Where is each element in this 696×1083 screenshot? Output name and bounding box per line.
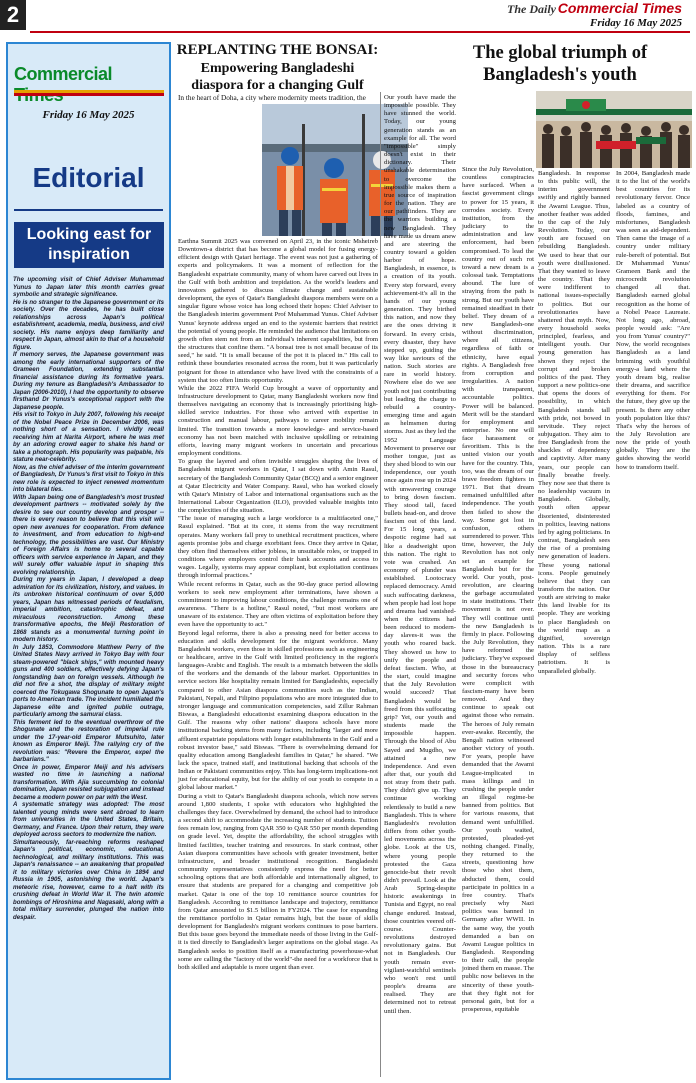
paragraph: During my years in Japan, I developed a deep admiration for its civilization, history, and values. In its unbroken historical continuum of over 5,000 years, Japan has witnessed periods of feudalism, imperial ambition, catastrophic defeat, and miraculous reconstruction. Among these transformative epochs, the Meiji Restoration of 1868 stands as a monumental turning point in modern history. xyxy=(13,576,164,643)
editorial-label: Editorial xyxy=(32,162,145,193)
paragraph: In 2004, Bangladesh made it to the list of the world's best countries for its revolutionary fervor. Once labeled as a country of floods, famines, and misfortunes, Bangladesh was seen as aid-dependent. Then came the image of a country under military rule-bereft of potential. But Dr Muhammad Yunus' Grameen Bank and the microcredit revolution changed all that. Bangladesh earned global recognition as the home of a Nobel Peace Laureate. Not long ago, abroad, people would ask: "Are you from Yunus' country?" Now, the world recognises Bangladesh as a land brimming with youthful energy-a land where the youth dream big, realise their dreams, and sacrifice everything for them. For the future, they give up the present. Is there any other youth population like this? That's why the heroes of the July Revolution are now the pride of youth globally. They are the guides showing the world how to transform itself. xyxy=(616,170,690,471)
column-divider xyxy=(380,92,381,1077)
feature-column-4 xyxy=(616,170,690,472)
paragraph: "The issue of managing such a large workforce is a multifaceted one," Rasul explained. "But at its core, it stems from the way recruitment operates. Many workers fall prey to unethical recruitment practices, where agents promise jobs and charge exorbitant fees. Once they arrive in Qatar, they often find themselves either jobless, in unsuitable roles, or trapped in conditions where employers control their bank accounts and access to wages. Legally, systems may appear compliant, but exploitation continues through informal practices." xyxy=(178,515,378,580)
paragraph: Simultaneously, far-reaching reforms reshaped Japan's political, economic, educational, technological, and military institutions. This was Japan's renaissance -- an awakening that propelled it to military victories over China in 1894 and Russia in 1905, astonishing the world. Japan's meteoric rise, however, came to a halt with its crushing defeat in World War II. The twin atomic bombings of Hiroshima and Nagasaki, along with a total military surrender, plunged the nation into despair. xyxy=(13,838,164,921)
header-date: Friday 16 May 2025 xyxy=(590,17,682,29)
feature-column-1 xyxy=(384,94,456,1016)
paragraph: This ferment led to the eventual overthrow of the Shogunate and the restoration of imperial rule under the 17-year-old Emperor Mutsuhito, later known as Emperor Meiji. The rallying cry of the revolution was: "Revere the Emperor, expel the barbarians." xyxy=(13,718,164,763)
paragraph: While recent reforms in Qatar, such as the 90-day grace period allowing workers to seek new employment after terminations, have shown a commitment to improving labour conditions, the challenge remains one of awareness. "There is a hotline," Rasul noted, "but most workers are unaware of its existence. They are often victims of exploitation before they even have the opportunity to act." xyxy=(178,580,378,629)
article-headline-kicker: REPLANTING THE BONSAI: xyxy=(176,42,379,58)
paragraph: To grasp the layered and often invisible struggles shaping the lives of Bangladeshi migrant workers in Qatar, I sat down with Amin Rasul, secretary of the Bangladesh Community Qatar (BCQ) and a senior engineer at Qatar Electricity and Water Company. Rasul, who has worked closely with Qatar's Ministry of Labor and international organisations such as the International Labour Organization (ILO), provided valuable insights into the complexities of the situation. xyxy=(178,458,378,515)
paragraph: If memory serves, the Japanese government was among the early international supporters of the Grameen Foundation, extending substantial financial assistance during its formative years. During my tenure as Bangladesh's Ambassador to Japan (2006-2010), I had the opportunity to observe firsthand Dr Yunus's exceptional rapport with the Japanese people. xyxy=(13,351,164,411)
header-paper-name: The Daily xyxy=(507,2,556,16)
article-headline: Empowering Bangladeshi diaspora for a changing Gulf xyxy=(191,61,364,93)
editorial-headline: Looking east for inspiration xyxy=(14,222,164,268)
article-body xyxy=(178,238,378,972)
feature-column-2 xyxy=(462,166,534,1014)
feature-column-3 xyxy=(538,170,610,676)
students-rally-photo xyxy=(536,91,692,168)
editorial-panel xyxy=(6,42,171,1080)
editorial-rule xyxy=(14,209,163,211)
paragraph: With Japan being one of Bangladesh's most trusted development partners -- motivated solely by the desire to see our country develop and prosper -- there is every reason to believe that this visit will open new avenues for cooperation. From defence to investment, and from education to high-end technology, the possibilities are vast. Our Ministry of Foreign Affairs is home to several capable officers with service experience in Japan, and they will surely offer valuable input in shaping this evolving relationship. xyxy=(13,493,164,576)
paragraph: Beyond legal reforms, there is also a pressing need for better access to education and skills development for the migrant workforce. Many Bangladeshi workers, even those in skilled professions such as engineering or healthcare, arrive in the Gulf with limited proficiency in the region's languages-Arabic and English. The result is a mismatch between the skills of the workers and the demands of the labour market. Opportunities in service sectors like hospitality remain limited for Bangladeshis, especially compared to other Asian diaspora communities such as the Indian, Pakistani, Nepali, and Filipino populations who are more integrated due to stronger language and communication competencies, said Zillur Rahman Biswas, a Bangladeshi educationist examining diaspora education in the Gulf. The reasons why other nations' diaspora schools have more institutional backing stems from many factors, including "larger and more affluent expatriate populations with longer establishments in the Gulf and a robust investor base," said Biswas. "There is overwhelming demand for quality education among Bangladeshi families in Qatar," he shared. "We lack the space, trained staff, and institutional backing that schools of the Indian or Pakistani communities enjoy. This has long-term implications-not just for educational equity, but for the ability of our youth to compete in a global labour market." xyxy=(178,629,378,792)
paragraph: While the 2022 FIFA World Cup brought a wave of opportunity and infrastructure development to Qatar, many Bangladeshi workers now find themselves navigating an economy that is increasingly prioritising high-skilled service industries. For those who arrived with expertise in construction and manual labour, pathways to career mobility remain limited. The transition towards a more knowledge- and service-based economy has not been matched with inclusive upskilling or retraining efforts, leaving many migrant workers in uncertain and precarious employment conditions. xyxy=(178,384,378,458)
paragraph: His visit to Tokyo in July 2007, following his receipt of the Nobel Peace Prize in December 2006, was nothing short of a sensation. I vividly recall receiving him at Narita Airport, where he was met by an adoring crowd eager to shake his hand or take a photograph. His popularity was palpable, his stature near-celebrity. xyxy=(13,411,164,463)
editorial-body xyxy=(13,276,164,921)
header-paper-title: Commercial Times xyxy=(557,0,682,16)
article-lead: In the heart of Doha, a city where modernity meets tradition, the xyxy=(178,93,366,102)
paragraph: Our youth have made the impossible possible. They have stunned the world. Today, our young generation stands as an example for all. The word "impossible" simply doesn't exist in their dictionary. Their unshakable determination to overcome the impossible makes them a true source of inspiration for the nation. They are our pathfinders. They are the warriors building a new Bangladesh. They have made us dream anew and are steering the country toward a golden harbor of hope. Bangladesh, in essence, is a creation of its youth. Every step forward, every achievement-it's all in the hands of our young generation. They birthed this nation, and now they are the ones driving it forward. In every crisis, every disaster, they have stepped up, guiding the way like saviours of the nation. Such stories are rare in world history. Nowhere else do we see youth not just contributing but leading the charge to rebuild a country-emerging time and again as helmsmen during storms. Just as they led the 1952 Language Movement to preserve our mother tongue, just as they shed blood to win our independence, our youth once again rose up in 2024 with unwavering courage to bring down fascism. They stood tall, faced bullets head-on, and drove fascism out of this land. For 15 long years, a despotic regime had sat like a deadweight upon this nation. The right to vote was crushed. An economy of plunder was established. Lootocracy replaced democracy. Amid such suffocating darkness, when people had lost hope and dreams had vanished-when the citizens had been reduced to modern-day slaves-it was the youth who roared back. They showed us how to unify the people and defeat fascism. Who, at the start, could imagine that the July Revolution would succeed? That Bangladesh would be freed from this suffocating grip? Yet, our youth and students made the impossible happen. Through the blood of Abu Sayed and Mugdho, we attained a new independence. And even after that, our youth did not stray from their path. They didn't give up. They continue working relentlessly to build a new Bangladesh. This is where Bangladesh's revolution differs from other youth-led movements across the globe. Look at the US, where young people protested the Gaza genocide-but their revolt didn't prevail. Look at the Arab Spring-despite historic awakenings in Tunisia and Egypt, no real change endured. Instead, those countries veered off-course. Counter-revolutions destroyed revolutionary gains. But not in Bangladesh. Our youth remain ever-vigilant-watchful sentinels who won't rest until people's dreams are realised. They are determined not to retreat until then. xyxy=(384,94,456,1015)
editorial-masthead: Commercial xyxy=(14,64,113,84)
editorial-date: Friday 16 May 2025 xyxy=(42,109,135,121)
paragraph: The upcoming visit of Chief Adviser Muhammad Yunus to Japan later this month carries great symbolic and strategic significance. xyxy=(13,276,164,298)
feature-headline: The global triumph of Bangladesh's youth xyxy=(472,43,648,85)
page-number: 2 xyxy=(0,0,26,30)
paragraph: Since the July Revolution, countless conspiracies have surfaced. When a fascist government clings to power for 15 years, it corrodes society. Every institution, from the judiciary to the administration and law enforcement, had been compromised. To lead the country out of such rot toward a new dream is a colossal task. Temptations abound. The lure of straying from the path is strong. But our youth have remained steadfast in their belief. They dream of a new Bangladesh-one without discrimination, where all citizens, regardless of faith or ethnicity, have equal rights. A Bangladesh free from corruption and irregularities. A nation with transparent, accountable politics. Power will be balanced. Merit will be the standard for employment and enterprise. No one will face harassment or favoritism. This is the united vision our youth have for the country. This, too, was the dream of our brave freedom fighters in 1971. But that dream remained unfulfilled after independence. The youth then failed to show the way. Some got lost in confusion, others surrendered to power. This time, however, the July Revolution has not only set an example for Bangladesh but for the world. Our youth, post-revolution, are clearing the garbage accumulated in state institutions. Their movement is not over. They will continue until the new Bangladesh is firmly in place. Following the July Revolution, they have reformed the judiciary. They've exposed those in the bureaucracy and security forces who were complicit with fascism-many have been removed. And they continue to speak out against those who remain. The heroes of July remain ever-awake. Recently, the Bengali nation witnessed another victory of youth. For years, people have demanded that the Awami League-implicated in mass killings and in crushing the people under an illegal regime-be banned from politics. But for various reasons, that demand went unfulfilled. Our youth waited, protested, pleaded-yet nothing changed. Finally, they returned to the streets, questioning how those who shot them, abducted them, could participate in politics in a free country. That's precisely why Nazi politics was banned in Germany after WWII. In the same way, the youth demanded a ban on Awami League politics in Bangladesh. Responding to their call, the people joined them en masse. The public now believes in the sincerity of these youth-that they fight not for personal gain, but for a prosperous, equitable xyxy=(462,166,534,1014)
paragraph: He is no stranger to the Japanese government or its society. Over the decades, he has built close relationships across Japan's political establishment, academia, media, business, and civil society. His name enjoys deep familiarity and respect in Japan, almost akin to that of a household figure. xyxy=(13,298,164,351)
paragraph: During a visit to Qatar's Bangladeshi diaspora schools, which now serves around 1,800 students, I spoke with educators who highlighted the challenges they face. Overwhelmed by demand, the school had to introduce a second shift to accommodate the increasing number of students. Tuition fees remain low, ranging from QAR 350 to QAR 550 per month depending on grade level. Yet, despite the affordability, the school struggles with limited facilities, teacher training and resources. In stark contrast, other Asian diaspora communities have schools with greater investment, better infrastructure, and broader institutional recognition. Bangladeshi community representatives consistently express the need for better schooling options that are both affordable and internationally aligned, to ensure that students are prepared for a changing and competitive job market. Qatar is one of the top 10 remittance source countries for Bangladesh. According to remittance landscape and trajectory, remittance from Qatar amounted to $1.5 billion in FY2024. The case for expanding the remittance portfolio in Qatar remains high, but the issue of skills development for Bangladesh's migrant workers continues to pose barriers. But this issue goes beyond the immediate needs of those living in the Gulf-it is tied directly to Bangladesh's larger aspirations on the global stage. As Bangladesh seeks to position itself as a manufacturing powerhouse-what some are calling the "factory of the world"-the need for a workforce that is both skilled and adaptable is more urgent than ever. xyxy=(178,792,378,971)
paragraph: Bangladesh. In response to this public will, the interim government swiftly and rightly banned the Awami League. Thus, another feather was added to the cap of the July Revolution. Today, our youth are focused on rebuilding Bangladesh. We used to hear that our youth were disillusioned. That they wanted to leave the country. That they were indifferent to national issues-especially to politics. But our revolutionaries have shattered that myth. Now, every household seeks principled, fearless, and intelligent youth. Our young generation has shown they reject the corrupt and broken politics of the past. They support a new politics-one that opens the doors of possibility, in which Bangladesh stands tall with pride, not bowed in servitude. They reject subjugation. They aim to free Bangladesh from the shackles of dependency and captivity. After many years, our people can finally breathe freely. They now see that there is no leadership vacuum in Bangladesh. Globally, youth often appear disoriented, disinterested in politics, leaving nations led by aging politicians. In contrast, Bangladesh sees the rise of a promising new generation of leaders. These young national icons. People genuinely believe that they can transform the nation. Our youth are striving to make this land livable for its people. They are working to place Bangladesh on the world map as a dignified, sovereign nation. This is a rare display of selfless patriotism. It is unparalleled globally. xyxy=(538,170,610,675)
paragraph: In July 1853, Commodore Matthew Perry of the United States Navy arrived in Tokyo Bay with four steam-powered "black ships," with mounted heavy guns and 400 soldiers, effectively defying Japan's longstanding ban on foreign vessels. Although he did not fire a shot, the display of military might coerced the Tokugawa Shogunate to open Japan's ports to American trade. The incident humiliated the Japanese elite and ignited public outrage, particularly among the samurai class. xyxy=(13,643,164,718)
paragraph: Now, as the chief adviser of the interim government of Bangladesh, Dr Yunus's first visit to Tokyo in this new role is expected to inject renewed momentum into bilateral ties. xyxy=(13,463,164,493)
paragraph: Earthna Summit 2025 was convened on April 23, in the iconic Msheireb Downtown-a district that has become a global model for fusing energy-efficient design with Qatari heritage. The event was not just a gathering of experts and policymakers. It was a moment of reflection for the Bangladeshi expatriate community, many of whom have carved out lives in the Gulf with both ambition and trepidation. As the world's leaders and innovators gathered to discuss climate change and sustainable development, the eyes of Qatar's Bangladeshi diaspora members were on a singular figure whose voice has long echoed their hopes: Chief Adviser to the Bangladesh interim government Prof Muhammad Yunus. Chief Adviser Yunus' keynote address urged an end to the systemic barriers that restrict the potential of young people. He reminded the audience that limitations on growth often stem not from an individual's inherent capabilities, but from the structures that confine them. "A bonsai tree is not small because of its seed," he said. "It is small because of the pot it is placed in." His call to rethink these boundaries resonated across the room, but it was particularly poignant for those in attendance who have lived with the constraints of a system that too often limits opportunity. xyxy=(178,238,378,384)
paragraph: Once in power, Emperor Meiji and his advisers wasted no time in launching a national transformation. With Ajia succumbing to colonial domination, Japan resisted subjugation and instead became a modern power on par with the West. xyxy=(13,763,164,801)
header-rule xyxy=(30,31,690,33)
masthead-rule xyxy=(14,90,164,96)
paragraph: A systematic strategy was adopted: The most talented young minds were sent abroad to learn from universities in the United States, Britain, Germany, and France. Upon their return, they were deployed across sectors to modernize the nation. xyxy=(13,801,164,838)
